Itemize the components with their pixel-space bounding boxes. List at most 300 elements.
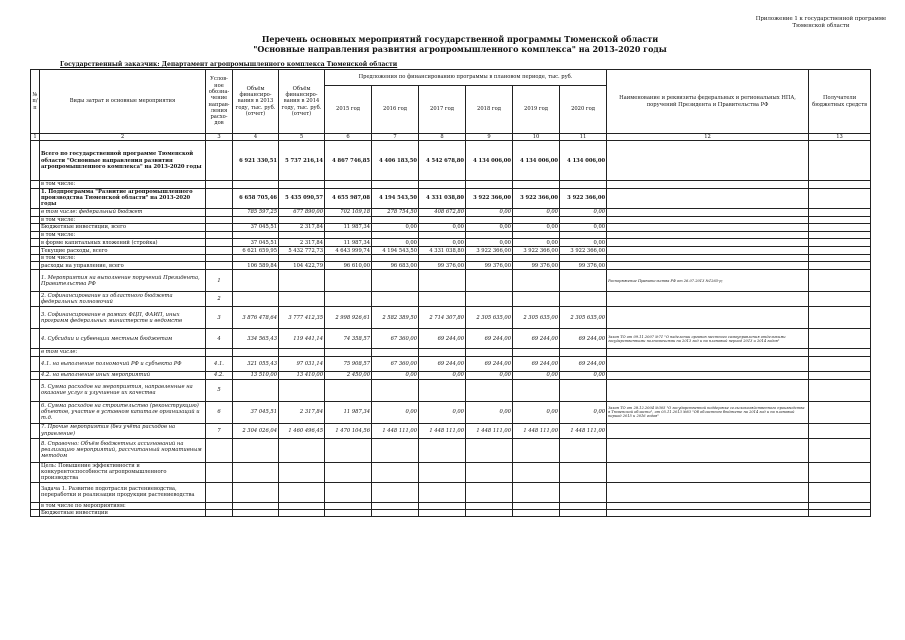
row-value-cell: 4 134 006,00	[513, 141, 560, 181]
row-recipient-cell	[809, 181, 871, 188]
row-value-cell	[560, 379, 607, 401]
row-value-cell: 96 683,00	[372, 262, 419, 270]
row-name-cell: в форме капитальных вложений (стройка)	[40, 239, 206, 247]
table-row	[31, 510, 871, 517]
row-recipient-cell	[809, 255, 871, 262]
row-number-cell	[31, 401, 40, 423]
title-line-1: Перечень основных мероприятий государственной программы Тюменской области	[261, 34, 659, 44]
title-line-2: "Основные направления развития агропромышленного комплекса" на 2013-2020 годы	[253, 44, 667, 54]
table-row	[31, 216, 871, 223]
col-header-year: 2017 год	[419, 86, 466, 134]
row-value-cell	[419, 216, 466, 223]
table-row	[31, 181, 871, 188]
row-value-cell: 4 194 543,50	[372, 188, 419, 208]
row-name-cell: 6. Сумма расходов на строительство (реконструкцию) объектов, участие в уставном капитале организаций и т.д.	[40, 401, 206, 423]
row-value-cell: 0,00	[560, 239, 607, 247]
row-code-cell	[206, 247, 233, 255]
row-value-cell: 4 867 746,85	[325, 141, 372, 181]
table-row	[31, 438, 871, 462]
row-recipient-cell	[809, 270, 871, 292]
row-code-cell	[206, 502, 233, 509]
row-value-cell: 2 305 635,00	[466, 307, 513, 329]
row-value-cell: 97 031,14	[279, 356, 325, 371]
row-name-cell: в том числе:	[40, 255, 206, 262]
row-value-cell: 2 305 635,00	[513, 307, 560, 329]
row-value-cell	[325, 502, 372, 509]
row-value-cell: 99 376,00	[560, 262, 607, 270]
row-value-cell	[560, 292, 607, 307]
row-value-cell	[372, 510, 419, 517]
row-npa-cell: Закон ТО от 09.11.2007 №71 "О наделении органов местного самоуправления отдельными государственными полномочиями на 2013 год и на плановый период 2013 и 2014 годов"	[607, 329, 809, 349]
row-value-cell	[372, 292, 419, 307]
column-index: 12	[607, 134, 809, 141]
row-recipient-cell	[809, 438, 871, 462]
row-npa-cell	[607, 141, 809, 181]
row-npa-cell	[607, 423, 809, 438]
row-name-cell: Цель: Повышение эффективности и конкурентоспособности агропромышленного производства	[40, 462, 206, 482]
row-recipient-cell	[809, 349, 871, 356]
column-index: 2	[40, 134, 206, 141]
row-number-cell	[31, 181, 40, 188]
row-value-cell	[279, 502, 325, 509]
row-value-cell	[419, 502, 466, 509]
row-value-cell	[513, 438, 560, 462]
row-value-cell	[372, 438, 419, 462]
row-value-cell: 6 658 705,46	[233, 188, 279, 208]
table-row	[31, 502, 871, 509]
row-value-cell	[513, 181, 560, 188]
row-value-cell: 6 921 330,51	[233, 141, 279, 181]
row-value-cell: 3 922 366,00	[560, 247, 607, 255]
row-code-cell	[206, 262, 233, 270]
row-code-cell	[206, 188, 233, 208]
row-value-cell	[279, 181, 325, 188]
row-value-cell: 408 672,80	[419, 208, 466, 216]
row-value-cell	[372, 181, 419, 188]
row-value-cell	[279, 255, 325, 262]
row-value-cell	[466, 255, 513, 262]
row-name-cell: 1. Подпрограмма "Развитие агропромышленного производства Тюменской области" на 2013-2020 годы	[40, 188, 206, 208]
table-row	[31, 356, 871, 371]
col-header-name: Виды затрат и основные мероприятия	[40, 70, 206, 134]
row-npa-cell	[607, 356, 809, 371]
row-number-cell	[31, 462, 40, 482]
row-code-cell	[206, 438, 233, 462]
row-value-cell	[233, 292, 279, 307]
row-value-cell: 69 244,00	[419, 356, 466, 371]
row-value-cell: 334 565,43	[233, 329, 279, 349]
col-header-year: 2016 год	[372, 86, 419, 134]
row-value-cell	[419, 255, 466, 262]
row-name-cell: в том числе: федеральный бюджет	[40, 208, 206, 216]
row-number-cell	[31, 329, 40, 349]
row-value-cell: 278 754,50	[372, 208, 419, 216]
row-value-cell	[513, 270, 560, 292]
col-header-plan: Предложения по финансированию программы в плановом периоде, тыс. руб.	[325, 70, 607, 86]
row-value-cell: 104 422,79	[279, 262, 325, 270]
row-value-cell	[419, 292, 466, 307]
row-value-cell: 69 244,00	[419, 329, 466, 349]
row-name-cell: 4.1. на выполнение полномочий РФ и субъекта РФ	[40, 356, 206, 371]
row-value-cell	[325, 255, 372, 262]
row-value-cell: 2 998 926,61	[325, 307, 372, 329]
row-code-cell	[206, 208, 233, 216]
row-value-cell: 0,00	[372, 239, 419, 247]
col-header-recipients: Получатели бюджетных средств	[809, 70, 871, 134]
row-value-cell: 69 244,00	[560, 329, 607, 349]
column-index: 13	[809, 134, 871, 141]
row-value-cell	[233, 379, 279, 401]
row-value-cell: 75 908,57	[325, 356, 372, 371]
row-value-cell: 37 045,51	[233, 239, 279, 247]
row-value-cell: 785 597,25	[233, 208, 279, 216]
row-number-cell	[31, 379, 40, 401]
row-value-cell	[466, 181, 513, 188]
measures-table	[30, 69, 871, 517]
row-value-cell: 119 441,14	[279, 329, 325, 349]
row-value-cell	[279, 349, 325, 356]
table-row	[31, 247, 871, 255]
row-value-cell	[372, 270, 419, 292]
row-npa-cell	[607, 231, 809, 238]
table-row	[31, 255, 871, 262]
row-value-cell: 3 922 366,00	[466, 188, 513, 208]
row-value-cell	[419, 349, 466, 356]
row-value-cell: 13 510,00	[233, 371, 279, 379]
row-name-cell: Текущие расходы, всего	[40, 247, 206, 255]
table-row	[31, 401, 871, 423]
row-code-cell	[206, 181, 233, 188]
row-name-cell: в том числе:	[40, 181, 206, 188]
row-value-cell: 0,00	[372, 401, 419, 423]
row-npa-cell	[607, 438, 809, 462]
row-value-cell: 2 305 635,00	[560, 307, 607, 329]
row-value-cell: 3 876 478,64	[233, 307, 279, 329]
row-value-cell	[466, 216, 513, 223]
row-value-cell	[233, 270, 279, 292]
state-customer: Государственный заказчик: Департамент агропромышленного комплекса Тюменской области	[60, 61, 398, 68]
col-header-2014: Объём финансиро-вания в 2014 году, тыс. руб. (отчет)	[279, 70, 325, 134]
row-value-cell: 1 448 111,00	[466, 423, 513, 438]
row-npa-cell	[607, 255, 809, 262]
row-value-cell	[466, 379, 513, 401]
row-npa-cell	[607, 371, 809, 379]
row-recipient-cell	[809, 208, 871, 216]
row-number-cell	[31, 502, 40, 509]
row-value-cell: 0,00	[466, 208, 513, 216]
column-index: 8	[419, 134, 466, 141]
row-value-cell: 1 470 104,56	[325, 423, 372, 438]
row-code-cell: 4.2.	[206, 371, 233, 379]
row-value-cell	[325, 292, 372, 307]
column-index: 10	[513, 134, 560, 141]
table-row	[31, 329, 871, 349]
table-row	[31, 223, 871, 231]
row-code-cell	[206, 510, 233, 517]
row-npa-cell	[607, 247, 809, 255]
row-recipient-cell	[809, 379, 871, 401]
row-value-cell	[372, 379, 419, 401]
row-value-cell: 69 244,00	[466, 329, 513, 349]
row-value-cell: 0,00	[513, 371, 560, 379]
row-recipient-cell	[809, 231, 871, 238]
row-number-cell	[31, 223, 40, 231]
row-value-cell: 67 360,00	[372, 329, 419, 349]
row-code-cell	[206, 482, 233, 502]
row-value-cell: 3 922 366,00	[513, 247, 560, 255]
row-value-cell	[233, 216, 279, 223]
row-value-cell: 4 655 987,08	[325, 188, 372, 208]
col-header-no: № п/п	[31, 70, 40, 134]
row-npa-cell	[607, 502, 809, 509]
row-value-cell	[419, 438, 466, 462]
row-value-cell	[466, 292, 513, 307]
column-index: 1	[31, 134, 40, 141]
row-value-cell: 0,00	[513, 239, 560, 247]
row-recipient-cell	[809, 223, 871, 231]
row-name-cell: расходы на управление, всего	[40, 262, 206, 270]
row-value-cell: 69 244,00	[513, 329, 560, 349]
appendix-line-1: Приложение 1 к государственной программе	[755, 16, 887, 22]
table-row	[31, 371, 871, 379]
row-number-cell	[31, 482, 40, 502]
row-value-cell	[513, 216, 560, 223]
row-value-cell	[233, 231, 279, 238]
row-value-cell	[466, 502, 513, 509]
row-value-cell: 2 304 026,04	[233, 423, 279, 438]
row-value-cell	[325, 181, 372, 188]
row-value-cell: 0,00	[419, 401, 466, 423]
row-value-cell	[372, 255, 419, 262]
row-value-cell: 0,00	[513, 401, 560, 423]
row-value-cell: 1 448 111,00	[513, 423, 560, 438]
row-value-cell	[233, 482, 279, 502]
row-value-cell	[279, 292, 325, 307]
row-value-cell: 5 435 090,57	[279, 188, 325, 208]
row-recipient-cell	[809, 141, 871, 181]
row-value-cell	[560, 270, 607, 292]
row-value-cell	[466, 231, 513, 238]
table-row	[31, 349, 871, 356]
row-value-cell	[419, 462, 466, 482]
row-value-cell	[513, 379, 560, 401]
row-recipient-cell	[809, 502, 871, 509]
row-value-cell	[279, 216, 325, 223]
row-value-cell	[513, 255, 560, 262]
row-value-cell: 11 987,34	[325, 401, 372, 423]
row-recipient-cell	[809, 462, 871, 482]
row-name-cell: Бюджетные инвестиции, всего	[40, 223, 206, 231]
row-code-cell	[206, 255, 233, 262]
row-recipient-cell	[809, 292, 871, 307]
row-value-cell: 677 890,00	[279, 208, 325, 216]
row-value-cell: 0,00	[419, 223, 466, 231]
row-npa-cell	[607, 188, 809, 208]
row-value-cell: 99 376,00	[513, 262, 560, 270]
row-value-cell: 99 376,00	[466, 262, 513, 270]
row-value-cell: 13 410,00	[279, 371, 325, 379]
row-value-cell: 106 589,84	[233, 262, 279, 270]
row-code-cell	[206, 231, 233, 238]
row-name-cell: в том числе по мероприятиям:	[40, 502, 206, 509]
row-value-cell	[279, 438, 325, 462]
row-number-cell	[31, 423, 40, 438]
row-code-cell	[206, 216, 233, 223]
row-value-cell: 69 244,00	[466, 356, 513, 371]
row-name-cell: 1. Мероприятия на выполнение поручений Президента, Правительства РФ	[40, 270, 206, 292]
row-value-cell: 37 045,51	[233, 401, 279, 423]
row-value-cell: 0,00	[372, 371, 419, 379]
table-row	[31, 270, 871, 292]
row-value-cell	[513, 510, 560, 517]
row-value-cell	[560, 216, 607, 223]
appendix-line-2: Тюменской области	[792, 23, 850, 29]
row-value-cell	[325, 510, 372, 517]
row-code-cell	[206, 141, 233, 181]
row-value-cell	[279, 510, 325, 517]
row-value-cell	[372, 482, 419, 502]
row-value-cell: 1 448 111,00	[372, 423, 419, 438]
row-value-cell	[513, 482, 560, 502]
row-name-cell: Всего по государственной программе Тюменской области "Основные направления развития агропромышленного комплекса" на 2013-2020 годы	[40, 141, 206, 181]
row-value-cell	[466, 510, 513, 517]
row-value-cell: 0,00	[513, 223, 560, 231]
row-value-cell: 0,00	[466, 401, 513, 423]
row-value-cell: 0,00	[560, 223, 607, 231]
row-name-cell: 4. Субсидии и субвенции местным бюджетам	[40, 329, 206, 349]
row-value-cell: 2 317,84	[279, 239, 325, 247]
row-value-cell	[419, 379, 466, 401]
row-name-cell: 7. Прочие мероприятия (без учёта расходов на управление)	[40, 423, 206, 438]
column-index: 3	[206, 134, 233, 141]
row-recipient-cell	[809, 216, 871, 223]
row-value-cell	[419, 181, 466, 188]
row-value-cell: 2 450,00	[325, 371, 372, 379]
row-value-cell: 69 244,00	[513, 356, 560, 371]
row-name-cell: в том числе:	[40, 349, 206, 356]
row-recipient-cell	[809, 482, 871, 502]
row-number-cell	[31, 231, 40, 238]
row-recipient-cell	[809, 329, 871, 349]
row-number-cell	[31, 292, 40, 307]
table-row	[31, 462, 871, 482]
row-value-cell	[419, 231, 466, 238]
row-npa-cell	[607, 239, 809, 247]
column-index: 4	[233, 134, 279, 141]
row-value-cell: 0,00	[372, 223, 419, 231]
row-value-cell	[466, 349, 513, 356]
row-value-cell	[513, 349, 560, 356]
row-code-cell: 6	[206, 401, 233, 423]
row-number-cell	[31, 262, 40, 270]
row-value-cell	[325, 438, 372, 462]
row-npa-cell: Распоряжение Правительства РФ от 26.07.2013 №1265-р;	[607, 270, 809, 292]
row-value-cell: 1 448 111,00	[419, 423, 466, 438]
column-index: 11	[560, 134, 607, 141]
table-row	[31, 379, 871, 401]
row-value-cell: 0,00	[560, 401, 607, 423]
row-value-cell: 4 331 038,80	[419, 247, 466, 255]
row-number-cell	[31, 141, 40, 181]
row-value-cell: 4 134 006,00	[466, 141, 513, 181]
table-row	[31, 262, 871, 270]
row-value-cell	[560, 502, 607, 509]
row-value-cell	[325, 482, 372, 502]
row-value-cell	[233, 255, 279, 262]
row-number-cell	[31, 239, 40, 247]
row-code-cell: 7	[206, 423, 233, 438]
row-code-cell: 1	[206, 270, 233, 292]
appendix-note	[751, 16, 891, 30]
row-value-cell: 2 714 307,80	[419, 307, 466, 329]
row-npa-cell	[607, 307, 809, 329]
row-name-cell: в том числе:	[40, 231, 206, 238]
row-value-cell	[325, 231, 372, 238]
row-value-cell: 3 777 412,35	[279, 307, 325, 329]
row-npa-cell	[607, 216, 809, 223]
table-row	[31, 307, 871, 329]
row-name-cell: 5. Сумма расходов на мероприятия, направленные на оказание услуг и улучшение их качества	[40, 379, 206, 401]
row-value-cell	[513, 292, 560, 307]
row-npa-cell	[607, 510, 809, 517]
row-value-cell: 4 194 543,50	[372, 247, 419, 255]
row-npa-cell: Закон ТО от 28.12.2004 №305 "О государственной поддержке сельскохозяйственного производства в Тюменской области", от 05.11.2013 №83 "Об областном бюджете на 2014 год и на плановый период 2015 и 2016 годов"	[607, 401, 809, 423]
table-row	[31, 231, 871, 238]
row-code-cell: 5	[206, 379, 233, 401]
row-value-cell: 67 360,00	[372, 356, 419, 371]
column-index: 7	[372, 134, 419, 141]
column-index: 5	[279, 134, 325, 141]
row-recipient-cell	[809, 239, 871, 247]
column-index: 9	[466, 134, 513, 141]
row-value-cell	[325, 462, 372, 482]
col-header-year: 2019 год	[513, 86, 560, 134]
row-value-cell	[233, 438, 279, 462]
row-value-cell	[466, 270, 513, 292]
row-value-cell	[279, 270, 325, 292]
col-header-2013: Объём финансиро-вания в 2013 году, тыс. руб. (отчет)	[233, 70, 279, 134]
row-value-cell: 37 045,51	[233, 223, 279, 231]
row-value-cell: 2 317,84	[279, 223, 325, 231]
row-value-cell	[233, 510, 279, 517]
col-header-year: 2015 год	[325, 86, 372, 134]
row-value-cell	[560, 231, 607, 238]
row-value-cell: 0,00	[466, 223, 513, 231]
col-header-year: 2020 год	[560, 86, 607, 134]
row-value-cell: 1 460 496,45	[279, 423, 325, 438]
row-value-cell	[419, 270, 466, 292]
row-npa-cell	[607, 292, 809, 307]
col-header-year: 2018 год	[466, 86, 513, 134]
row-value-cell	[419, 482, 466, 502]
row-value-cell: 0,00	[419, 371, 466, 379]
row-value-cell: 5 737 216,14	[279, 141, 325, 181]
row-value-cell	[560, 349, 607, 356]
row-code-cell: 2	[206, 292, 233, 307]
row-value-cell	[325, 379, 372, 401]
row-value-cell	[560, 510, 607, 517]
row-recipient-cell	[809, 188, 871, 208]
row-npa-cell	[607, 349, 809, 356]
row-value-cell: 0,00	[419, 239, 466, 247]
row-value-cell: 3 922 366,00	[466, 247, 513, 255]
table-row	[31, 292, 871, 307]
row-recipient-cell	[809, 356, 871, 371]
row-value-cell	[372, 231, 419, 238]
table-row	[31, 239, 871, 247]
row-value-cell	[279, 231, 325, 238]
col-header-code: Услов-ное обозна-чение направ-ления расхо-дов	[206, 70, 233, 134]
